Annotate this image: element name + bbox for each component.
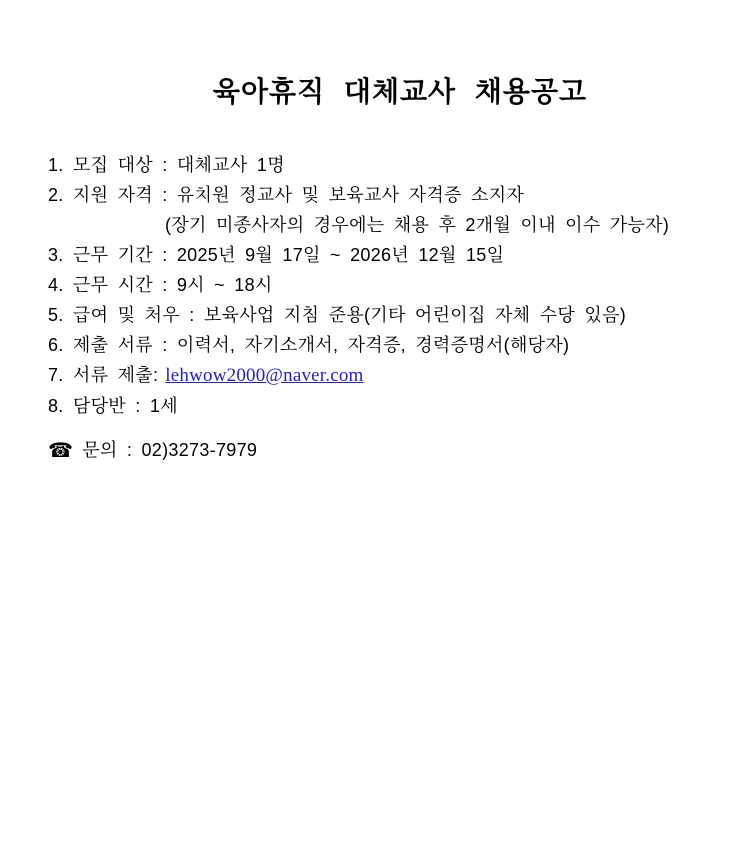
notice-line-work-period: 3. 근무 기간 : 2025년 9월 17일 ~ 2026년 12월 15일 (48, 245, 505, 265)
notice-line-recruit-target: 1. 모집 대상 : 대체교사 1명 (48, 155, 285, 175)
notice-line-qualification: 2. 지원 자격 : 유치원 정교사 및 보육교사 자격증 소지자 (48, 185, 525, 205)
telephone-icon: ☎ (48, 440, 74, 462)
submission-label: 7. 서류 제출: (48, 365, 159, 385)
contact-text: 문의 : 02)3273-7979 (82, 440, 258, 460)
notice-body (0, 150, 745, 466)
notice-line-qualification-note: (장기 미종사자의 경우에는 채용 후 2개월 이내 이수 가능자) (165, 215, 670, 235)
contact-line (48, 435, 715, 466)
page-title: 육아휴직 대체교사 채용공고 (212, 76, 588, 107)
email-link[interactable]: lehwow2000@naver.com (165, 365, 364, 386)
notice-line-assigned-class: 8. 담당반 : 1세 (48, 396, 178, 416)
notice-line-documents: 6. 제출 서류 : 이력서, 자기소개서, 자격증, 경력증명서(해당자) (48, 335, 570, 355)
notice-line-submission (48, 360, 715, 391)
notice-line-salary: 5. 급여 및 처우 : 보육사업 지침 준용(기타 어린이집 자체 수당 있음) (48, 305, 627, 325)
notice-line-work-hours: 4. 근무 시간 : 9시 ~ 18시 (48, 275, 273, 295)
